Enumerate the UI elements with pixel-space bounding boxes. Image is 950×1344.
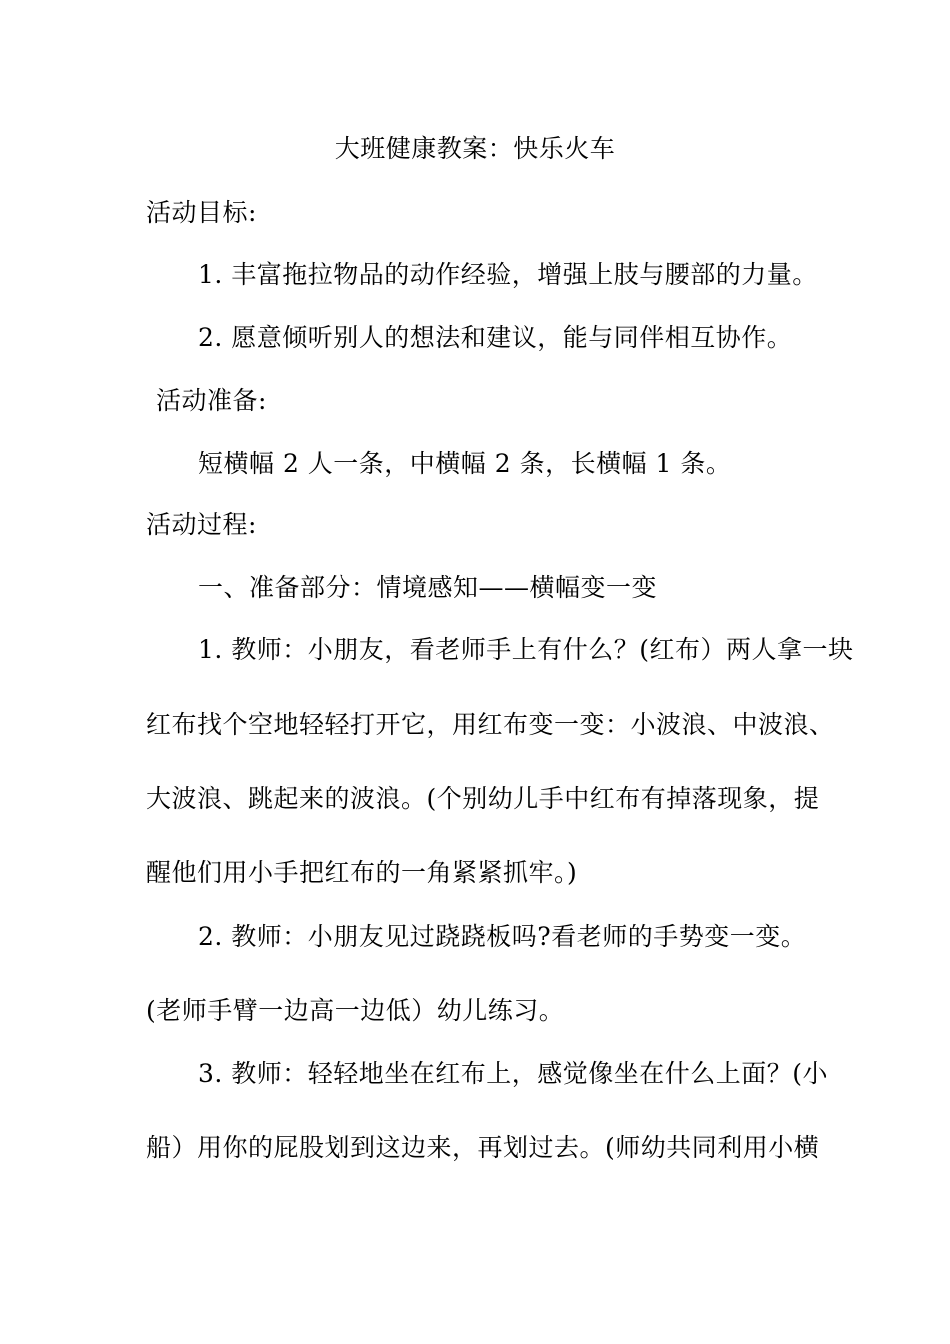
- paragraph-1-line-3: 大波浪、跳起来的波浪。(个别幼儿手中红布有掉落现象，提: [146, 784, 820, 813]
- paragraph-2-line-2: (老师手臂一边高一边低）幼儿练习。: [146, 996, 565, 1025]
- process-heading: 活动过程:: [146, 510, 257, 539]
- prep-text: 短横幅 2 人一条，中横幅 2 条，长横幅 1 条。: [198, 449, 732, 478]
- paragraph-1-line-1: 1. 教师：小朋友，看老师手上有什么？(红布）两人拿一块: [198, 635, 854, 664]
- goal-item-1: 1. 丰富拖拉物品的动作经验，增强上肢与腰部的力量。: [198, 260, 818, 289]
- paragraph-3-line-1: 3. 教师：轻轻地坐在红布上，感觉像坐在什么上面？(小: [198, 1059, 829, 1088]
- paragraph-1-line-2: 红布找个空地轻轻打开它，用红布变一变：小波浪、中波浪、: [146, 710, 835, 739]
- part-heading-1: 一、准备部分：情境感知——横幅变一变: [198, 573, 658, 602]
- paragraph-2-line-1: 2. 教师：小朋友见过跷跷板吗?看老师的手势变一变。: [198, 922, 807, 951]
- goal-item-2: 2. 愿意倾听别人的想法和建议，能与同伴相互协作。: [198, 323, 793, 352]
- paragraph-1-line-4: 醒他们用小手把红布的一角紧紧抓牢。): [146, 858, 578, 887]
- goals-heading: 活动目标:: [146, 198, 257, 227]
- paragraph-3-line-2: 船）用你的屁股划到这边来，再划过去。(师幼共同利用小横: [146, 1133, 820, 1162]
- prep-heading: 活动准备:: [156, 386, 267, 415]
- document-title: 大班健康教案：快乐火车: [334, 134, 616, 163]
